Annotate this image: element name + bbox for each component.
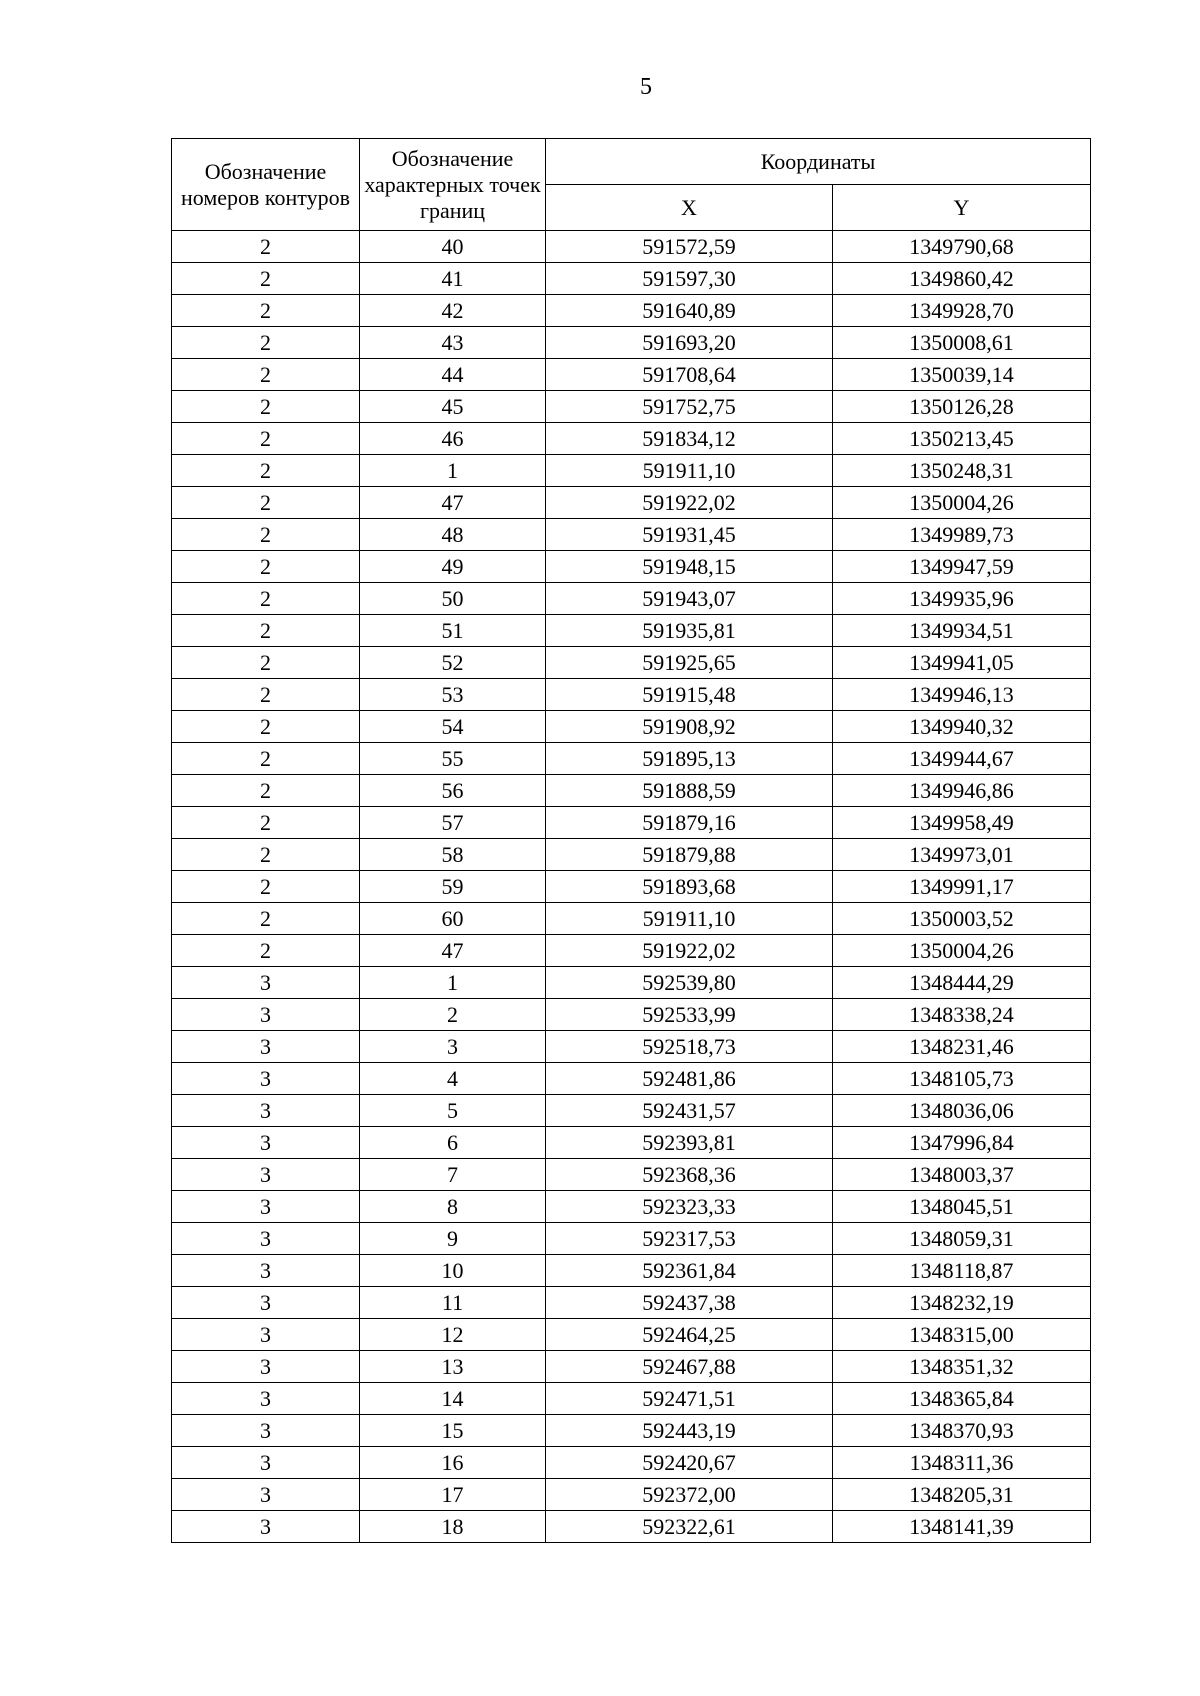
cell-point: 1: [360, 455, 546, 487]
cell-y: 1349958,49: [833, 807, 1091, 839]
table-row: [172, 871, 1091, 903]
cell-point: 59: [360, 871, 546, 903]
cell-x: 592361,84: [546, 1255, 833, 1287]
cell-x: 592539,80: [546, 967, 833, 999]
cell-x: 591640,89: [546, 295, 833, 327]
table-row: [172, 1319, 1091, 1351]
cell-contour: 2: [172, 551, 360, 583]
table-row: [172, 1287, 1091, 1319]
cell-point: 5: [360, 1095, 546, 1127]
cell-x: 592481,86: [546, 1063, 833, 1095]
cell-contour: 3: [172, 1031, 360, 1063]
cell-x: 591911,10: [546, 455, 833, 487]
cell-x: 592471,51: [546, 1383, 833, 1415]
table-row: [172, 231, 1091, 263]
cell-y: 1349935,96: [833, 583, 1091, 615]
cell-x: 591911,10: [546, 903, 833, 935]
cell-point: 11: [360, 1287, 546, 1319]
cell-x: 591943,07: [546, 583, 833, 615]
cell-x: 591597,30: [546, 263, 833, 295]
cell-contour: 2: [172, 839, 360, 871]
cell-y: 1348351,32: [833, 1351, 1091, 1383]
cell-point: 3: [360, 1031, 546, 1063]
header-coordinates: Координаты: [546, 139, 1091, 185]
table-row: [172, 775, 1091, 807]
cell-x: 591572,59: [546, 231, 833, 263]
table-row: [172, 1191, 1091, 1223]
cell-y: 1349991,17: [833, 871, 1091, 903]
cell-y: 1348118,87: [833, 1255, 1091, 1287]
header-x: X: [546, 185, 833, 231]
cell-contour: 2: [172, 519, 360, 551]
cell-contour: 3: [172, 1447, 360, 1479]
cell-point: 49: [360, 551, 546, 583]
table-row: [172, 1159, 1091, 1191]
cell-y: 1348045,51: [833, 1191, 1091, 1223]
table-row: [172, 263, 1091, 295]
header-contour-number: Обозначение номеров контуров: [172, 139, 360, 231]
cell-contour: 3: [172, 1319, 360, 1351]
cell-contour: 3: [172, 1255, 360, 1287]
table-row: [172, 391, 1091, 423]
cell-x: 592420,67: [546, 1447, 833, 1479]
table-row: [172, 903, 1091, 935]
cell-y: 1349973,01: [833, 839, 1091, 871]
table-row: [172, 967, 1091, 999]
cell-contour: 2: [172, 615, 360, 647]
cell-x: 592323,33: [546, 1191, 833, 1223]
table-row: [172, 1383, 1091, 1415]
cell-x: 592443,19: [546, 1415, 833, 1447]
table-row: [172, 487, 1091, 519]
cell-point: 47: [360, 935, 546, 967]
table-row: [172, 1095, 1091, 1127]
cell-x: 592368,36: [546, 1159, 833, 1191]
cell-y: 1348105,73: [833, 1063, 1091, 1095]
cell-y: 1350039,14: [833, 359, 1091, 391]
cell-y: 1348059,31: [833, 1223, 1091, 1255]
cell-contour: 3: [172, 1479, 360, 1511]
cell-point: 51: [360, 615, 546, 647]
cell-contour: 2: [172, 871, 360, 903]
cell-point: 10: [360, 1255, 546, 1287]
cell-point: 40: [360, 231, 546, 263]
cell-x: 592317,53: [546, 1223, 833, 1255]
cell-point: 1: [360, 967, 546, 999]
cell-point: 12: [360, 1319, 546, 1351]
cell-y: 1349940,32: [833, 711, 1091, 743]
cell-contour: 3: [172, 1351, 360, 1383]
table-row: [172, 743, 1091, 775]
cell-contour: 3: [172, 1127, 360, 1159]
cell-contour: 2: [172, 263, 360, 295]
cell-x: 591893,68: [546, 871, 833, 903]
cell-x: 592372,00: [546, 1479, 833, 1511]
cell-point: 14: [360, 1383, 546, 1415]
cell-y: 1350008,61: [833, 327, 1091, 359]
cell-y: 1347996,84: [833, 1127, 1091, 1159]
cell-contour: 2: [172, 903, 360, 935]
cell-x: 592533,99: [546, 999, 833, 1031]
cell-point: 44: [360, 359, 546, 391]
cell-x: 591931,45: [546, 519, 833, 551]
cell-x: 592431,57: [546, 1095, 833, 1127]
cell-contour: 2: [172, 391, 360, 423]
cell-y: 1348315,00: [833, 1319, 1091, 1351]
cell-y: 1349946,13: [833, 679, 1091, 711]
cell-contour: 2: [172, 711, 360, 743]
cell-x: 592464,25: [546, 1319, 833, 1351]
cell-y: 1350126,28: [833, 391, 1091, 423]
cell-y: 1349790,68: [833, 231, 1091, 263]
cell-point: 60: [360, 903, 546, 935]
cell-point: 41: [360, 263, 546, 295]
cell-point: 13: [360, 1351, 546, 1383]
cell-y: 1348141,39: [833, 1511, 1091, 1543]
cell-point: 57: [360, 807, 546, 839]
cell-contour: 2: [172, 743, 360, 775]
cell-contour: 3: [172, 1415, 360, 1447]
cell-x: 591888,59: [546, 775, 833, 807]
cell-contour: 2: [172, 231, 360, 263]
cell-y: 1348232,19: [833, 1287, 1091, 1319]
cell-contour: 3: [172, 1287, 360, 1319]
table-row: [172, 1511, 1091, 1543]
table-row: [172, 455, 1091, 487]
table-row: [172, 807, 1091, 839]
table-row: [172, 1415, 1091, 1447]
cell-y: 1348338,24: [833, 999, 1091, 1031]
table-row: [172, 711, 1091, 743]
cell-x: 591752,75: [546, 391, 833, 423]
cell-point: 58: [360, 839, 546, 871]
cell-y: 1349989,73: [833, 519, 1091, 551]
cell-point: 2: [360, 999, 546, 1031]
cell-y: 1349946,86: [833, 775, 1091, 807]
cell-point: 4: [360, 1063, 546, 1095]
cell-contour: 2: [172, 487, 360, 519]
cell-x: 592322,61: [546, 1511, 833, 1543]
coordinates-table: [171, 138, 1091, 1543]
cell-y: 1350004,26: [833, 487, 1091, 519]
cell-point: 43: [360, 327, 546, 359]
cell-x: 591834,12: [546, 423, 833, 455]
cell-x: 591922,02: [546, 935, 833, 967]
cell-contour: 2: [172, 679, 360, 711]
cell-y: 1349947,59: [833, 551, 1091, 583]
table-row: [172, 295, 1091, 327]
table-row: [172, 359, 1091, 391]
table-row: [172, 1127, 1091, 1159]
cell-y: 1350213,45: [833, 423, 1091, 455]
table-row: [172, 327, 1091, 359]
cell-y: 1348311,36: [833, 1447, 1091, 1479]
cell-x: 592518,73: [546, 1031, 833, 1063]
cell-point: 16: [360, 1447, 546, 1479]
header-y: Y: [833, 185, 1091, 231]
table-row: [172, 423, 1091, 455]
cell-contour: 2: [172, 647, 360, 679]
cell-contour: 3: [172, 1095, 360, 1127]
header-point-number: Обозначение характерных точек границ: [360, 139, 546, 231]
cell-point: 46: [360, 423, 546, 455]
cell-y: 1348365,84: [833, 1383, 1091, 1415]
cell-contour: 2: [172, 359, 360, 391]
cell-point: 54: [360, 711, 546, 743]
cell-y: 1349934,51: [833, 615, 1091, 647]
cell-y: 1348370,93: [833, 1415, 1091, 1447]
table-header: [172, 139, 1091, 231]
cell-x: 591915,48: [546, 679, 833, 711]
cell-x: 591935,81: [546, 615, 833, 647]
cell-point: 56: [360, 775, 546, 807]
cell-y: 1349944,67: [833, 743, 1091, 775]
cell-x: 591948,15: [546, 551, 833, 583]
cell-contour: 2: [172, 583, 360, 615]
cell-point: 48: [360, 519, 546, 551]
table-row: [172, 1479, 1091, 1511]
cell-contour: 2: [172, 455, 360, 487]
cell-y: 1348444,29: [833, 967, 1091, 999]
cell-y: 1349941,05: [833, 647, 1091, 679]
table-row: [172, 551, 1091, 583]
cell-y: 1348036,06: [833, 1095, 1091, 1127]
table-row: [172, 1223, 1091, 1255]
cell-contour: 3: [172, 967, 360, 999]
cell-contour: 2: [172, 807, 360, 839]
cell-y: 1348205,31: [833, 1479, 1091, 1511]
table-row: [172, 519, 1091, 551]
table-row: [172, 1351, 1091, 1383]
cell-contour: 2: [172, 775, 360, 807]
cell-point: 55: [360, 743, 546, 775]
cell-x: 591879,88: [546, 839, 833, 871]
cell-y: 1348231,46: [833, 1031, 1091, 1063]
cell-x: 591922,02: [546, 487, 833, 519]
table-row: [172, 999, 1091, 1031]
cell-x: 592467,88: [546, 1351, 833, 1383]
cell-y: 1349928,70: [833, 295, 1091, 327]
table-row: [172, 935, 1091, 967]
cell-contour: 3: [172, 1223, 360, 1255]
cell-point: 53: [360, 679, 546, 711]
table-row: [172, 1063, 1091, 1095]
table-row: [172, 1255, 1091, 1287]
cell-point: 7: [360, 1159, 546, 1191]
cell-point: 45: [360, 391, 546, 423]
cell-x: 591895,13: [546, 743, 833, 775]
cell-y: 1350003,52: [833, 903, 1091, 935]
table-body: [172, 231, 1091, 1543]
cell-contour: 3: [172, 1159, 360, 1191]
cell-contour: 3: [172, 1191, 360, 1223]
cell-point: 42: [360, 295, 546, 327]
cell-point: 18: [360, 1511, 546, 1543]
cell-point: 47: [360, 487, 546, 519]
cell-y: 1350248,31: [833, 455, 1091, 487]
cell-point: 50: [360, 583, 546, 615]
cell-y: 1348003,37: [833, 1159, 1091, 1191]
cell-contour: 2: [172, 423, 360, 455]
cell-y: 1349860,42: [833, 263, 1091, 295]
cell-point: 52: [360, 647, 546, 679]
page-number: 5: [640, 74, 652, 100]
table-row: [172, 679, 1091, 711]
table-row: [172, 1447, 1091, 1479]
cell-contour: 3: [172, 1383, 360, 1415]
cell-contour: 2: [172, 935, 360, 967]
cell-y: 1350004,26: [833, 935, 1091, 967]
table-row: [172, 583, 1091, 615]
cell-contour: 2: [172, 327, 360, 359]
cell-point: 17: [360, 1479, 546, 1511]
cell-x: 591708,64: [546, 359, 833, 391]
cell-x: 591879,16: [546, 807, 833, 839]
cell-x: 591908,92: [546, 711, 833, 743]
cell-point: 15: [360, 1415, 546, 1447]
cell-point: 6: [360, 1127, 546, 1159]
cell-x: 592393,81: [546, 1127, 833, 1159]
cell-point: 9: [360, 1223, 546, 1255]
cell-contour: 3: [172, 999, 360, 1031]
cell-contour: 3: [172, 1063, 360, 1095]
table-row: [172, 839, 1091, 871]
cell-x: 591925,65: [546, 647, 833, 679]
cell-x: 592437,38: [546, 1287, 833, 1319]
table-row: [172, 647, 1091, 679]
table-row: [172, 1031, 1091, 1063]
table-row: [172, 615, 1091, 647]
cell-x: 591693,20: [546, 327, 833, 359]
cell-contour: 2: [172, 295, 360, 327]
cell-contour: 3: [172, 1511, 360, 1543]
cell-point: 8: [360, 1191, 546, 1223]
